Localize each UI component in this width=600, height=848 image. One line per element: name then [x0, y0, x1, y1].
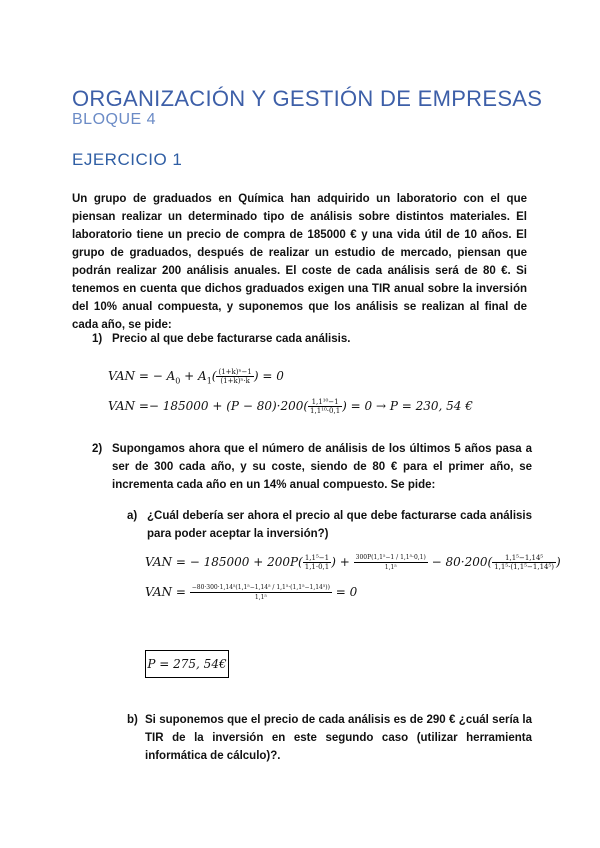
- question-2b-letter: b): [127, 714, 138, 726]
- question-2-number: 2): [92, 443, 103, 455]
- eq4-lhs: VAN =: [145, 585, 186, 599]
- eq1-sub0: 0: [175, 376, 181, 386]
- eq3-f2-den: 1,1⁵: [384, 564, 397, 571]
- eq1-lhs: VAN = − A: [108, 369, 176, 383]
- eq1-fraction: [216, 368, 253, 385]
- eq3-f1-num: 1,1⁵−1: [303, 554, 332, 563]
- eq1-mid: + A: [180, 369, 207, 383]
- intro-paragraph: Un grupo de graduados en Química han adquirido un laboratorio con el que piensan realizar un determinado tipo de análisis sobre distintos materiales. El laboratorio tiene un precio de compra de 185000 € y una vida útil de 10 años. El grupo de graduados, después de realizar un estudio de mercado, piensan que podrán realizar 200 análisis anuales. El coste de cada análisis será de 80 €. Si tenemos en cuenta que dichos graduados exigen una TIR anual sobre la inversión del 10% anual compuesta, y suponemos que los análisis se realizan al final de cada año, se pide:: [72, 193, 527, 331]
- answer-box: P = 275, 54€: [145, 650, 229, 678]
- document-title: ORGANIZACIÓN Y GESTIÓN DE EMPRESAS: [72, 86, 543, 111]
- equation-1: [108, 368, 284, 385]
- question-2b-text: Si suponemos que el precio de cada análisis es de 290 € ¿cuál sería la TIR de la inversión en este segundo caso (utilizar herramienta informática de cálculo)?.: [145, 714, 532, 762]
- eq3-f3-num: 1,1⁵−1,14⁵: [492, 554, 556, 563]
- eq2-rhs: ) = 0 → P = 230, 54 €: [342, 399, 473, 413]
- eq3-fraction-1: [303, 554, 332, 571]
- question-2-text: Supongamos ahora que el número de análisis de los últimos 5 años pasa a ser de 300 cada año, y su coste, siendo de 80 € para el primer año, se incrementa cada año en un 14% anual compuesto. Se pide:: [112, 443, 532, 491]
- eq2-frac-num: 1,1¹⁰−1: [308, 398, 342, 407]
- eq4-f-num: −80·300·1,14⁵(1,1⁵−1,14⁵ / 1,1⁵·(1,1⁵−1,14⁵)): [191, 584, 330, 591]
- eq3-part1: VAN = − 185000 + 200P(: [145, 555, 303, 569]
- eq3-part3: − 80·200(: [431, 555, 493, 569]
- eq4-rhs: = 0: [335, 585, 358, 599]
- eq3-part2: ) +: [331, 555, 350, 569]
- question-2b: [127, 711, 532, 765]
- exercise-heading: EJERCICIO 1: [72, 150, 183, 169]
- eq3-part4: ): [556, 555, 561, 569]
- eq3-fraction-3: [492, 554, 556, 571]
- question-2a-letter: a): [127, 510, 138, 522]
- eq4-fraction: [190, 583, 332, 602]
- eq3-f2-num: 300P(1,1⁵−1 / 1,1⁵·0,1): [355, 554, 426, 561]
- eq1-open: (: [211, 369, 217, 383]
- document-subtitle: BLOQUE 4: [72, 111, 157, 128]
- eq2-frac-den: 1,1¹⁰·0,1: [310, 407, 341, 415]
- eq1-close: ) = 0: [253, 369, 284, 383]
- eq4-f-den: 1,1⁵: [254, 594, 267, 601]
- eq3-fraction-2: [354, 553, 428, 572]
- eq2-lhs: VAN =− 185000 + (P − 80)·200(: [108, 399, 309, 413]
- eq1-frac-num: (1+k)ⁿ−1: [218, 368, 252, 376]
- question-2a-text: ¿Cuál debería ser ahora el precio al que debe facturarse cada análisis para poder aceptar la inversión?): [147, 510, 532, 540]
- eq1-sub1: 1: [206, 376, 212, 386]
- eq3-f1-den: 1,1·0,1: [304, 563, 330, 571]
- question-2: [92, 440, 532, 494]
- question-1-number: 1): [92, 333, 103, 345]
- question-1-text: Precio al que debe facturarse cada análisis.: [112, 333, 351, 345]
- question-2a: [127, 507, 532, 543]
- equation-4: [145, 583, 357, 602]
- eq2-fraction: [308, 398, 342, 415]
- equation-3: [145, 553, 561, 572]
- eq1-frac-den: (1+k)ⁿ·k: [220, 377, 250, 385]
- equation-2: [108, 398, 473, 415]
- eq3-f3-den: 1,1⁵·(1,1⁵−1,14⁵): [494, 563, 555, 571]
